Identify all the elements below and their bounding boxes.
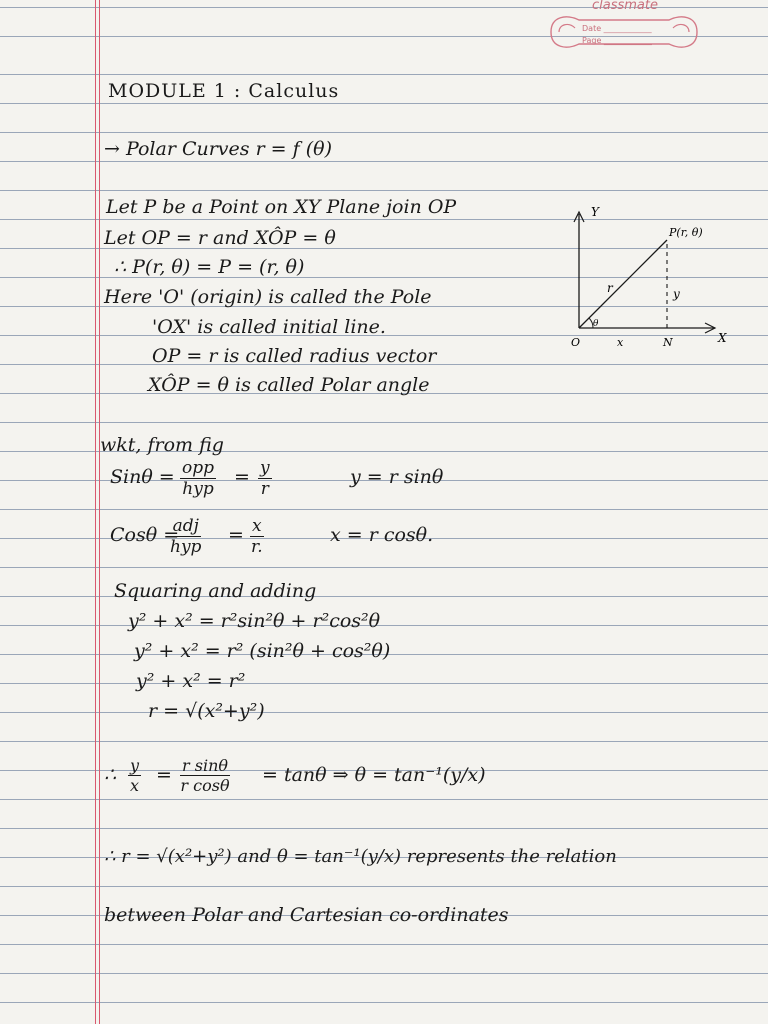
intro-line: ∴ P(r, θ) = P = (r, θ) xyxy=(114,256,305,278)
brand-name: classmate xyxy=(592,0,658,13)
x-axis-label: X xyxy=(718,331,727,345)
intro-line: Let P be a Point on XY Plane join OP xyxy=(106,196,457,218)
tan-result: = tanθ ⇒ θ = tan⁻¹(y/x) xyxy=(262,764,486,786)
intro-line: XÔP = θ is called Polar angle xyxy=(148,374,430,396)
foot-label: N xyxy=(663,336,673,349)
intro-line: 'OX' is called initial line. xyxy=(152,316,386,338)
tan-fraction-y-x: $\frac{y}{x}$ xyxy=(130,756,140,795)
cos-fraction-adj-hyp: adj hyp xyxy=(170,516,202,557)
radius-label: r xyxy=(607,281,613,295)
tan-fraction-rsin-rcos: $\frac{\text{r sinθ}}{\text{r cosθ}}$ xyxy=(180,756,230,795)
y-axis-label: Y xyxy=(591,205,599,219)
date-label: Date ____________ xyxy=(582,24,652,33)
tan-lhs: ∴ xyxy=(104,764,117,786)
margin-line xyxy=(99,0,100,1024)
origin-label: O xyxy=(571,336,581,349)
sin-fraction-opp-hyp: opp hyp xyxy=(182,458,214,499)
tan-equals: = xyxy=(156,764,172,786)
margin-line xyxy=(95,0,96,1024)
sin-lhs: Sinθ = xyxy=(110,466,175,488)
cos-result: x = r cosθ. xyxy=(330,524,434,546)
equation-line: y² + x² = r² xyxy=(136,670,246,692)
horizontal-label: x xyxy=(617,336,624,349)
page-label: Page ____________ xyxy=(582,36,652,45)
equation-line: y² + x² = r² (sin²θ + cos²θ) xyxy=(134,640,391,662)
point-label: P(r, θ) xyxy=(669,226,703,239)
cos-lhs: Cosθ = xyxy=(110,524,180,546)
sin-result: y = r sinθ xyxy=(350,466,444,488)
intro-line: OP = r is called radius vector xyxy=(152,345,437,367)
cos-fraction-x-r: $\frac{x}{r.}$ xyxy=(250,516,263,557)
equation-line: y² + x² = r²sin²θ + r²cos²θ xyxy=(128,610,381,632)
squaring-line: Squaring and adding xyxy=(114,580,317,602)
angle-label: θ xyxy=(593,319,599,329)
polar-curves-subheading: → Polar Curves r = f (θ) xyxy=(104,138,332,160)
vertical-label: y xyxy=(673,287,680,301)
cos-equals: = xyxy=(228,524,244,546)
equation-line: r = √(x²+y²) xyxy=(148,700,265,722)
module-heading: MODULE 1 : Calculus xyxy=(108,80,340,102)
wkt-line: wkt, from fig xyxy=(100,434,224,456)
intro-line: Let OP = r and XÔP = θ xyxy=(104,227,336,249)
polar-figure xyxy=(565,200,735,350)
conclusion-line: between Polar and Cartesian co-ordinates xyxy=(104,904,509,926)
conclusion-line: ∴ r = √(x²+y²) and θ = tan⁻¹(y/x) represents the relation xyxy=(104,846,617,867)
intro-line: Here 'O' (origin) is called the Pole xyxy=(104,286,432,308)
sin-equals: = xyxy=(234,466,250,488)
sin-fraction-y-r: $\frac{y}{r}$ xyxy=(260,458,270,499)
